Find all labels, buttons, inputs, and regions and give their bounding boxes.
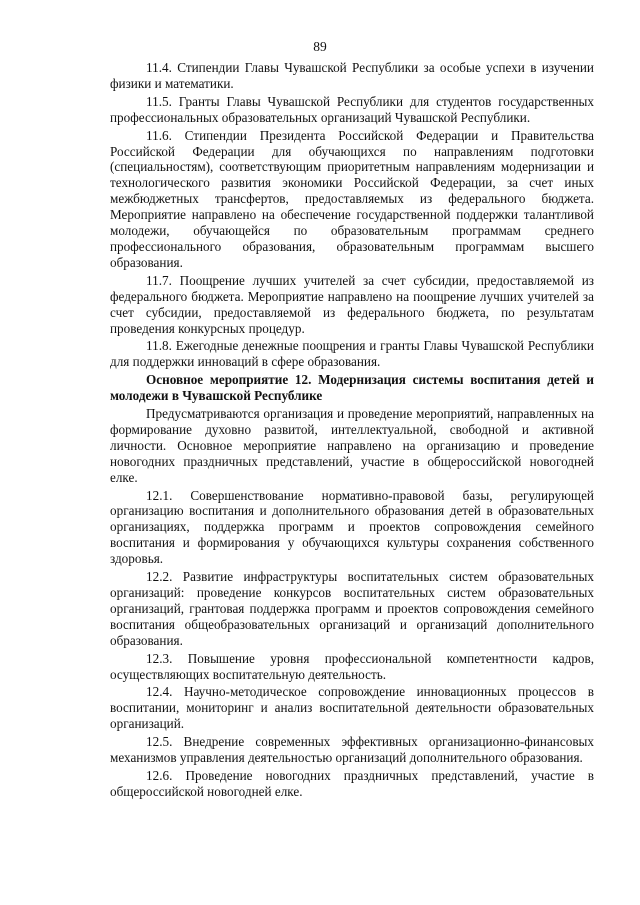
paragraph-12-3: 12.3. Повышение уровня профессиональной компетентности кадров, осуществляющих воспитательную деятельность. (110, 650, 594, 682)
paragraph-11-7: 11.7. Поощрение лучших учителей за счет субсидии, предоставляемой из федерального бюджета. Мероприятие направлено на поощрение лучших учителей за счет субсидии, предоставляемой из федерального бюджета, по результатам проведения конкурсных процедур. (110, 272, 594, 336)
paragraph-12-2: 12.2. Развитие инфраструктуры воспитательных систем образовательных организаций: проведение конкурсов воспитательных систем образовательных организаций, грантовая поддержка программ и проектов сопровождения семейного воспитания общеобразовательных организаций и организаций дополнительного образования. (110, 569, 594, 648)
paragraph-intro: Предусматриваются организация и проведение мероприятий, направленных на формирование духовно развитой, интеллектуальной, свободной и активной личности. Основное мероприятие направлено на организацию и проведение новогодних праздничных представлений, участие в общероссийской новогодней елке. (110, 406, 594, 485)
paragraph-11-4: 11.4. Стипендии Главы Чувашской Республики за особые успехи в изучении физики и математики. (110, 60, 594, 91)
section-heading: Основное мероприятие 12. Модернизация системы воспитания детей и молодежи в Чувашской Республике (110, 372, 594, 404)
paragraph-11-6: 11.6. Стипендии Президента Российской Федерации и Правительства Российской Федерации для обучающихся по направлениям подготовки (специальностям), соответствующим приоритетным направлениям модернизации и технологического развития экономики Российской Федерации, за счет иных межбюджетных трансфертов, предоставляемых из федерального бюджета. Мероприятие направлено на обеспечение государственной поддержки талантливой молодежи, обучающейся по образовательным программам среднего профессионального образования, образовательным программам высшего образования. (110, 127, 594, 270)
paragraph-12-6: 12.6. Проведение новогодних праздничных представлений, участие в общероссийской новогодней елке. (110, 767, 594, 799)
page-number: 89 (313, 39, 327, 54)
paragraph-11-5: 11.5. Гранты Главы Чувашской Республики для студентов государственных профессиональных образовательных организаций Чувашской Республики. (110, 93, 594, 125)
paragraph-11-8: 11.8. Ежегодные денежные поощрения и гранты Главы Чувашской Республики для поддержки инноваций в сфере образования. (110, 338, 594, 370)
paragraph-12-4: 12.4. Научно-методическое сопровождение инновационных процессов в воспитании, мониторинг и анализ воспитательной деятельности образовательных организаций. (110, 684, 594, 732)
paragraph-12-1: 12.1. Совершенствование нормативно-правовой базы, регулирующей организацию воспитания и дополнительного образования детей в образовательных организациях, поддержка программ и проектов сопровождения семейного воспитания и формирования у обучающихся культуры сохранения собственного здоровья. (110, 487, 594, 567)
document-body (110, 60, 594, 802)
paragraph-12-5: 12.5. Внедрение современных эффективных организационно-финансовых механизмов управления деятельностью организаций дополнительного образования. (110, 734, 594, 766)
